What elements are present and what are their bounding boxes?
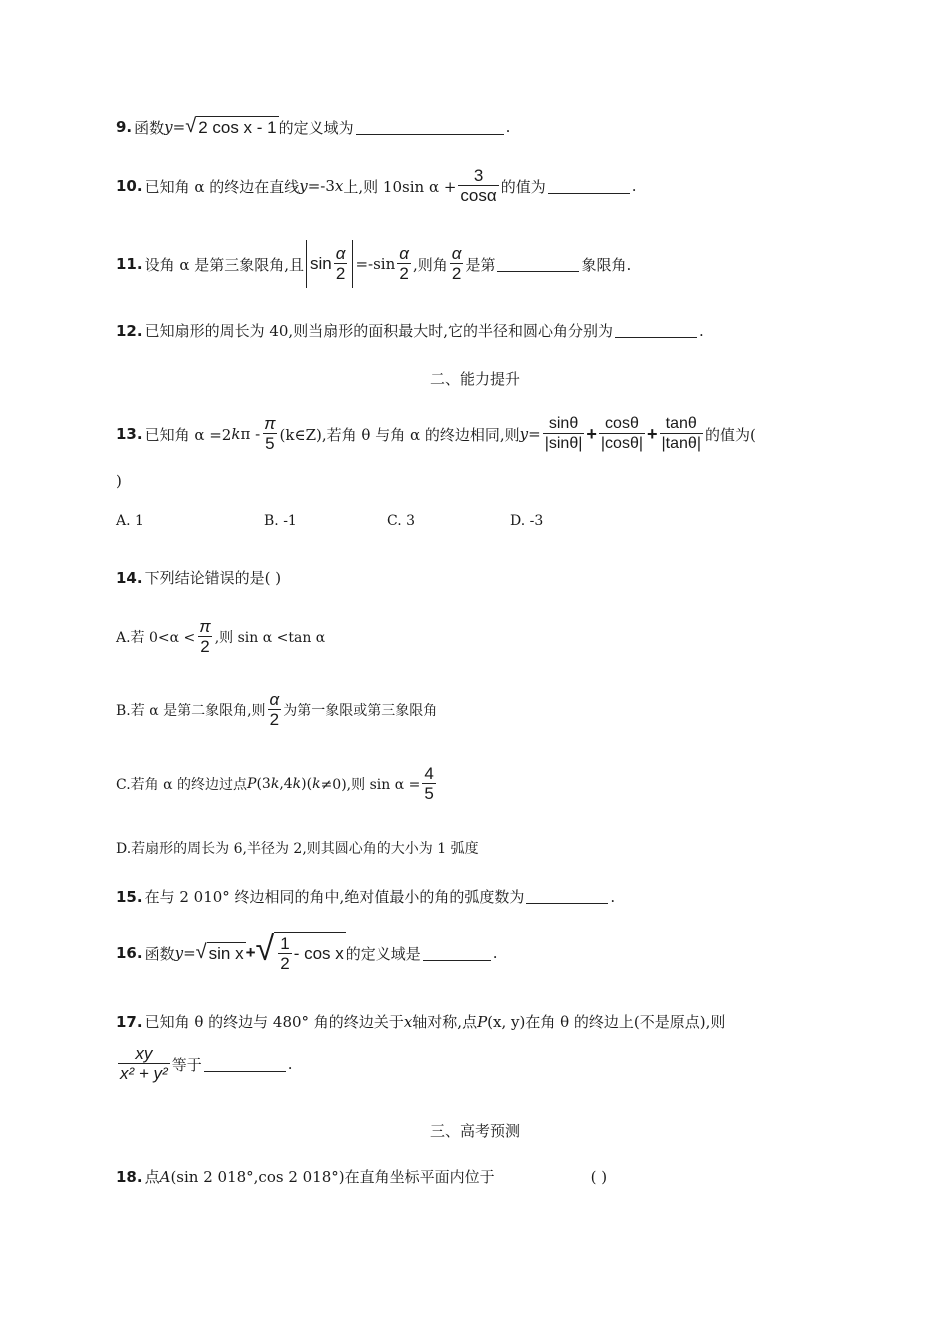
text: (sin 2 018°,cos 2 018°)在直角坐标平面内位于 [170,1168,495,1186]
denominator: 2 [335,264,346,283]
fraction [660,414,703,454]
sqrt-expression [196,942,246,964]
denominator: 2 [451,264,462,283]
fraction [268,690,282,730]
text: ,则 sin α <tan α [214,630,326,646]
denominator: |sinθ| [544,435,583,452]
var-y: y [519,425,529,443]
text: π - [240,425,261,443]
answer-paren[interactable]: ( ) [590,1167,608,1186]
fraction [543,414,585,454]
text: )( [301,776,313,792]
numerator: sinθ [548,415,579,432]
var-y: y [174,944,184,962]
option-b[interactable]: B. -1 [264,513,297,529]
numerator: 4 [424,764,434,783]
fraction [118,1044,170,1084]
text: =-sin [355,255,396,273]
question-13 [116,414,756,454]
radical-sign: √ [195,941,207,963]
radicand [274,932,346,974]
section-heading: 二、能力提升 [429,370,520,388]
numerator: xy [135,1044,153,1063]
text: 设角 α 是第三象限角,且 [144,255,305,274]
text: ,4 [279,776,293,792]
question-number: 13. [116,425,143,443]
var-k: k [270,776,280,792]
plus: + [586,423,597,444]
text: (k∈Z),若角 θ 与角 α 的终边相同,则 [279,425,520,444]
var-y: y [164,118,173,136]
question-number: 18. [116,1167,143,1186]
question-12 [116,320,704,341]
radicand: sin x [208,944,244,963]
text: 点 [144,1168,160,1186]
question-10 [116,166,637,206]
absolute-value [306,240,353,288]
text: 下列结论错误的是( ) [144,569,282,587]
question-13-close [116,472,122,490]
question-16 [116,932,498,974]
numerator: π [264,414,276,433]
plus: + [245,943,256,962]
option-a[interactable]: A. 1 [116,513,144,529]
sqrt-expression [185,116,278,138]
question-14-option-d[interactable] [116,838,479,858]
denominator: 5 [424,784,434,803]
text: 的定义域为 [278,118,354,137]
text: 的值为 [500,177,546,196]
section-heading: 三、高考预测 [429,1122,520,1140]
radicand: 2 cos x - 1 [198,118,277,137]
radical-sign: √ [185,115,197,137]
denominator: |tanθ| [661,435,701,452]
text: = [183,944,196,962]
text: 已知角 α =2 [144,425,232,444]
question-number: 10. [116,177,143,195]
denominator: x² + y² [120,1064,168,1083]
answer-blank[interactable] [526,889,608,904]
answer-blank[interactable] [497,257,579,272]
var-k: k [292,776,302,792]
var-y: y [299,177,308,195]
text: ≠0),则 sin α = [320,777,421,793]
answer-blank[interactable] [356,120,504,135]
numerator: α [269,690,280,709]
question-14 [116,567,281,588]
text: . [698,321,704,340]
answer-blank[interactable] [615,323,697,338]
text: 上,则 10sin α + [343,177,457,196]
var-k: k [312,776,321,792]
denominator: 2 [280,954,290,973]
numerator: α [451,244,462,263]
question-number: 15. [116,887,143,906]
numerator: π [199,617,211,636]
text: . [610,887,616,906]
text: 已知角 θ 的终边与 480° 角的终边关于 [144,1013,404,1031]
question-number: 9. [116,118,133,136]
text: 是第 [465,255,496,274]
question-14-option-b[interactable] [116,690,437,730]
text: 已知角 α 的终边在直线 [144,177,300,196]
text: = [172,118,186,136]
question-number: 14. [116,568,143,587]
question-17 [116,1011,725,1032]
var-x: x [334,177,344,195]
var-p: P [477,1012,488,1031]
text: 的定义域是 [345,944,421,963]
text: - cos x [293,944,344,963]
denominator: |cosθ| [600,435,643,452]
fraction [197,617,212,657]
var-p: P [247,776,257,792]
question-14-option-c[interactable] [116,764,438,804]
numerator: α [335,244,346,263]
text: 在与 2 010° 终边相同的角中,绝对值最小的角的弧度数为 [144,888,525,906]
denominator: 2 [399,264,409,283]
text: 为第一象限或第三象限角 [283,703,438,719]
option-d[interactable]: D. -3 [510,513,544,529]
text: D.若扇形的周长为 6,半径为 2,则其圆心角的大小为 1 弧度 [116,841,479,857]
denominator: 2 [200,637,210,656]
text: ) [116,472,122,490]
fraction [450,244,464,284]
text: . [492,944,498,962]
fraction [334,244,348,284]
question-number: 12. [116,321,143,340]
question-number: 16. [116,944,143,962]
text: 函数 [134,118,165,137]
numerator: cosθ [605,415,639,432]
answer-blank[interactable] [204,1057,286,1072]
question-number: 17. [116,1012,143,1031]
var-x: x [403,1012,413,1031]
text: . [631,177,637,195]
question-17-cont [116,1044,293,1084]
question-14-option-a[interactable] [116,617,325,657]
var-k: k [231,425,241,443]
text: C.若角 α 的终边过点 [116,777,248,793]
var-a: A [159,1167,171,1186]
text: . [505,118,511,136]
text: 函数 [144,944,175,963]
text: ,则角 [412,255,448,274]
answer-blank[interactable] [548,179,630,194]
text: (3 [256,776,271,792]
text: 等于 [171,1055,202,1074]
text: = [528,425,541,443]
text: 轴对称,点 [412,1013,478,1031]
fraction [262,414,277,454]
radical-sign: √ [255,930,275,968]
text: sin [310,254,332,273]
text: B.若 α 是第二象限角,则 [116,703,266,719]
question-11 [116,240,631,288]
denominator: cosα [460,186,497,205]
text: 已知扇形的周长为 40,则当扇形的面积最大时,它的半径和圆心角分别为 [144,322,613,340]
numerator: α [399,244,409,263]
text: 象限角. [581,255,632,274]
numerator: 1 [280,934,290,953]
fraction [278,934,291,974]
answer-blank[interactable] [423,946,491,961]
question-9 [116,116,510,138]
text: 的值为( [704,425,756,444]
sqrt-expression [256,932,346,974]
text: =-3 [307,177,335,195]
numerator: tanθ [665,415,697,432]
question-18 [116,1166,607,1187]
question-15 [116,886,615,907]
text: . [287,1055,293,1073]
fraction [458,166,498,206]
question-number: 11. [116,255,143,273]
plus: + [647,423,658,444]
text: A.若 0<α < [116,630,196,646]
option-c[interactable]: C. 3 [387,513,416,529]
fraction [599,414,645,454]
denominator: 5 [265,434,275,453]
numerator: 3 [473,166,484,185]
fraction [397,244,411,284]
denominator: 2 [269,710,280,729]
text: (x, y)在角 θ 的终边上(不是原点),则 [487,1013,726,1031]
fraction [422,764,435,804]
